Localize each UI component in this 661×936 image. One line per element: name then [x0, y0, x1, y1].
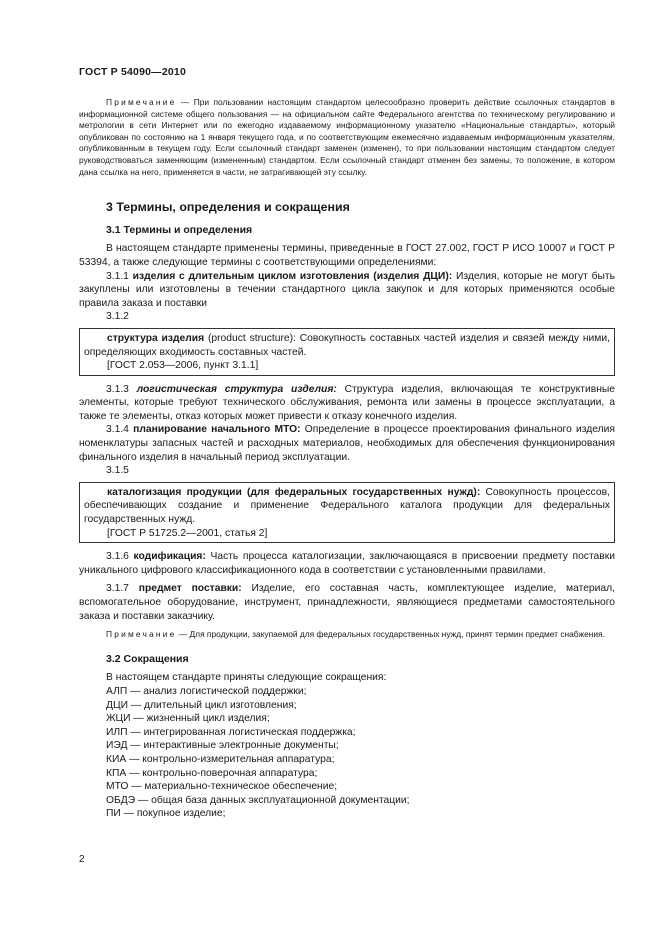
- note-text: — Для продукции, закупаемой для федеральных государственных нужд, принят термин предмет снабжения.: [176, 629, 605, 640]
- term-english: (product structure):: [204, 332, 300, 344]
- term-definition: Изделие, его составная часть, комплектующее изделие, материал, вспомогательное оборудование, инструмент, принадлежности, являющиеся предметами самостоятельного заказа и поставки заказчику.: [79, 583, 616, 622]
- note-label: Примечание: [106, 97, 177, 107]
- term-3-1-4: [79, 423, 615, 464]
- term-number-3-1-5: 3.1.5: [106, 465, 129, 477]
- abbreviations-list: [79, 671, 615, 821]
- note-text: — При пользовании настоящим стандартом целесообразно проверить действие ссылочных стандартов в информационной системе общего пользования — на официальном сайте Федерального агентства по техническому регулированию и метрологии в сети Интернет или по ежегодно издаваемому информационному указателю «Национальные стандарты», который опубликован по состоянию на 1 января текущего года, и по соответствующим ежемесячно издаваемым информационным указателям, опубликованным в текущем году. Если ссылочный стандарт заменен (изменен), то при пользовании настоящим стандартом следует руководствоваться заменяющим (измененным) стандартом. Если ссылочный стандарт отменен без замены, то положение, в котором дана ссылка на него, применяется в части, не затрагивающей эту ссылку.: [79, 97, 615, 177]
- list-item: ИЛП — интегрированная логистическая поддержка;: [106, 726, 356, 738]
- term-definition: Часть процесса каталогизации, заключающаяся в присвоении предмету поставки уникального цифрового классификационного кода в соответствии с установленными правилами.: [79, 551, 615, 576]
- list-item: ПИ — покупное изделие;: [106, 808, 226, 820]
- subsection-title-abbreviations: 3.2 Сокращения: [106, 652, 189, 665]
- term-3-1-3: [79, 383, 615, 424]
- term-definition: Структура изделия, включающая те конструктивные элементы, которые требуют технического обслуживания, ремонта или замены в процессе эксплуатации, а также те элементы, отказ которых может привести к отказу конечного изделия.: [79, 383, 616, 422]
- term-name: планирование начального МТО:: [133, 424, 301, 436]
- term-name: предмет поставки:: [138, 583, 242, 595]
- term-3-1-1: [79, 270, 615, 311]
- term-name: логистическая структура изделия:: [136, 383, 337, 395]
- term-number: 3.1.3: [106, 383, 137, 395]
- term-3-1-2: [84, 332, 610, 359]
- supply-item-note: [79, 629, 615, 641]
- list-item: ИЭД — интерактивные электронные документы;: [106, 740, 339, 752]
- list-item: ЖЦИ — жизненный цикл изделия;: [106, 713, 270, 725]
- list-item: ДЦИ — длительный цикл изготовления;: [106, 699, 297, 711]
- term-3-1-5: [84, 486, 610, 527]
- term-3-1-7: [79, 582, 615, 623]
- term-number-3-1-2: 3.1.2: [106, 311, 129, 323]
- section-title: 3 Термины, определения и сокращения: [106, 200, 350, 215]
- term-number: 3.1.7: [106, 583, 139, 595]
- term-source: [ГОСТ 2.053—2006, пункт 3.1.1]: [107, 360, 259, 372]
- term-3-1-6: [79, 550, 615, 577]
- reference-note: [79, 97, 615, 178]
- term-definition: Совокупность процессов, обеспечивающих создание и применение Федерального каталога продукции для федеральных государственных нужд.: [84, 486, 610, 526]
- subsection-title-terms: 3.1 Термины и определения: [106, 223, 253, 236]
- list-item: ОБДЭ — общая база данных эксплуатационной документации;: [106, 794, 410, 806]
- document-header: ГОСТ Р 54090—2010: [79, 66, 187, 78]
- term-name: изделия с длительным циклом изготовления (изделия ДЦИ):: [132, 270, 453, 282]
- list-item: КИА — контрольно-измерительная аппаратура;: [106, 753, 335, 765]
- term-name: кодификация:: [133, 551, 206, 563]
- term-definition: Определение в процессе проектирования финального изделия номенклатуры запасных частей и расходных материалов, необходимых для обеспечения функционирования финального изделия в начальный период эксплуатации.: [79, 424, 615, 463]
- list-item: АЛП — анализ логистической поддержки;: [106, 685, 307, 697]
- abbreviations-intro: В настоящем стандарте приняты следующие сокращения:: [106, 672, 387, 684]
- term-definition: Изделия, которые не могут быть закуплены или изготовлены в течении стандартного цикла закупок и для которых применяются особые правила заказа и поставки: [79, 270, 616, 309]
- term-number: 3.1.1: [106, 270, 133, 282]
- page-number: 2: [79, 854, 85, 865]
- term-number: 3.1.6: [106, 551, 134, 563]
- terms-intro: В настоящем стандарте применены термины, приведенные в ГОСТ 27.002, ГОСТ Р ИСО 10007 и ГОСТ Р 53394, а также следующие термины с соответствующими определениями:: [79, 243, 615, 268]
- term-definition: Совокупность составных частей изделия и связей между ними, определяющих входимость составных частей.: [84, 332, 611, 358]
- term-source: [ГОСТ Р 51725.2—2001, статья 2]: [107, 527, 268, 539]
- quoted-term-box-3-1-2: [79, 328, 615, 376]
- term-number: 3.1.4: [106, 424, 134, 436]
- document-body: [79, 97, 615, 821]
- list-item: КПА — контрольно-поверочная аппаратура;: [106, 767, 318, 779]
- term-name: каталогизация продукции (для федеральных государственных нужд):: [107, 486, 481, 498]
- list-item: МТО — материально-техническое обеспечение;: [106, 781, 338, 793]
- term-name: структура изделия: [107, 332, 205, 344]
- note-label: Примечание: [106, 629, 177, 640]
- quoted-term-box-3-1-5: [79, 482, 615, 543]
